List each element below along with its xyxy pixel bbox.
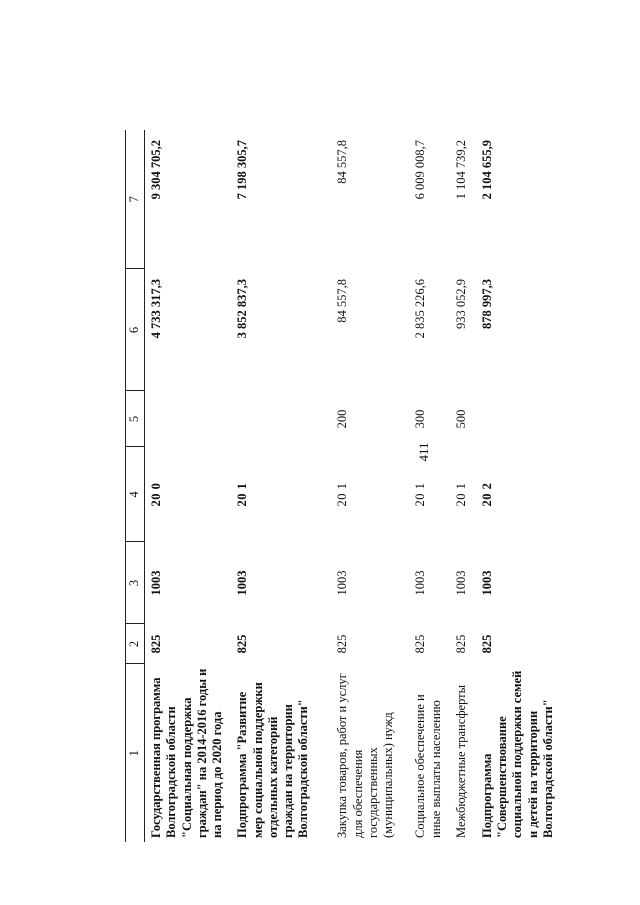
row-name: Социальное обеспечение и иные выплаты населению xyxy=(413,694,443,838)
cell-amount-7: 2 104 655,9 xyxy=(479,140,494,200)
cell-expense-type xyxy=(476,391,562,447)
column-header-1: 1 xyxy=(126,664,145,842)
cell-section-code: 1003 xyxy=(479,570,494,596)
cell-program-code: 20 1 xyxy=(335,482,350,507)
cell-amount-6: 3 852 837,3 xyxy=(235,279,250,339)
table-row xyxy=(331,130,409,842)
row-name: Закупка товаров, работ и услуг для обеспечения государственных (муниципальных) нужд xyxy=(335,673,395,838)
cell-amount-6: 84 557,8 xyxy=(335,279,350,323)
cell-section-code: 1003 xyxy=(335,570,350,596)
cell-ministry-code: 825 xyxy=(413,634,428,654)
column-header-6: 6 xyxy=(126,269,145,391)
column-header-5: 5 xyxy=(126,391,145,447)
cell-section-code: 1003 xyxy=(149,570,163,596)
cell-section-code: 1003 xyxy=(453,570,468,596)
column-header-3: 3 xyxy=(126,542,145,624)
table-row xyxy=(476,130,562,842)
cell-expense-type: 500 xyxy=(453,409,468,429)
cell-program-code: 20 2 xyxy=(479,482,494,507)
cell-expense-type xyxy=(231,391,331,447)
cell-ministry-code: 825 xyxy=(479,634,494,654)
table-row xyxy=(450,130,476,842)
cell-section-code: 1003 xyxy=(235,570,250,596)
cell-amount-7: 9 304 705,2 xyxy=(149,140,163,200)
cell-amount-7: 1 104 739,2 xyxy=(453,140,468,200)
row-name: Подпрограмма "Совершенствование социальной поддержки семей и детей на территории Волгоградской области" xyxy=(479,670,555,838)
cell-amount-6: 4 733 317,3 xyxy=(149,279,163,339)
table-row xyxy=(231,130,331,842)
cell-program-code: 20 1 xyxy=(413,482,428,507)
cell-ministry-code: 825 xyxy=(335,634,350,654)
column-header-4: 4 xyxy=(126,447,145,542)
cell-ministry-code: 825 xyxy=(149,634,163,654)
cell-ministry-code: 825 xyxy=(453,634,468,654)
cell-amount-6: 2 835 226,6 xyxy=(413,279,428,339)
row-name: Межбюджетные трансферты xyxy=(453,684,468,838)
cell-amount-7: 6 009 008,7 xyxy=(413,140,428,200)
budget-table xyxy=(125,130,562,842)
header-row xyxy=(126,130,145,842)
table-row xyxy=(409,130,450,842)
table-row xyxy=(145,130,232,842)
cell-amount-7: 7 198 305,7 xyxy=(235,140,250,200)
row-name: Подпрограмма "Развитие мер социальной поддержки отдельных категорий граждан на территории Волгоградской области" xyxy=(235,682,311,838)
cell-program-code: 20 1 xyxy=(453,482,468,507)
cell-expense-type xyxy=(145,391,232,447)
cell-amount-6: 878 997,3 xyxy=(479,279,494,329)
cell-expense-type: 200 xyxy=(335,409,350,429)
column-header-7: 7 xyxy=(126,130,145,269)
cell-amount-6: 933 052,9 xyxy=(453,279,468,329)
budget-table-container xyxy=(125,130,555,842)
cell-program-code: 20 1 xyxy=(235,482,250,507)
cell-program-code: 20 0 xyxy=(149,482,163,507)
page-number: 411 xyxy=(416,442,431,462)
cell-amount-7: 84 557,8 xyxy=(335,140,350,184)
row-name: Государственная программа Волгоградской области "Социальная поддержка граждан" на 2014-2016 годы и на период до 2020 года xyxy=(149,668,224,838)
column-header-2: 2 xyxy=(126,624,145,664)
cell-expense-type: 300 xyxy=(413,409,428,429)
cell-section-code: 1003 xyxy=(413,570,428,596)
cell-ministry-code: 825 xyxy=(235,634,250,654)
